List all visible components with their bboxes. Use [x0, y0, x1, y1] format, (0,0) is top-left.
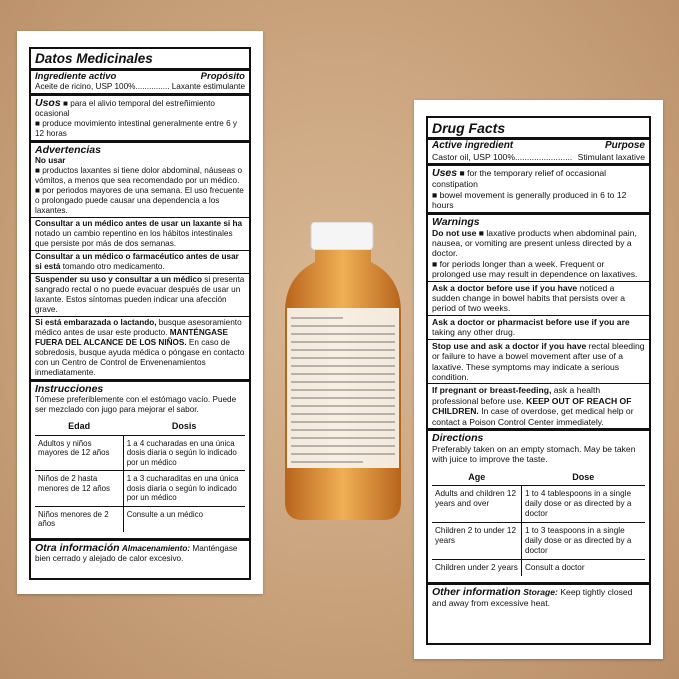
dose-column-header: Dose: [521, 469, 645, 486]
divider: [31, 538, 249, 541]
age-column-header: Age: [432, 469, 521, 486]
divider: [31, 217, 249, 218]
divider: [428, 428, 649, 431]
divider: [31, 273, 249, 274]
ingredient-value: Aceite de ricino, USP 100%: [35, 82, 136, 91]
ingredient-value: Castor oil, USP 100%: [432, 152, 515, 162]
dosage-table: [432, 469, 645, 576]
dosage-table: [35, 419, 245, 532]
other-information: Otra información Almacenamiento: Manténgase bien cerrado y alejado de calor excesivo.: [35, 541, 238, 563]
english-drug-facts-card: [414, 100, 663, 659]
divider: [428, 281, 649, 282]
divider: [428, 163, 649, 166]
bottle-cap: [311, 222, 373, 250]
directions-heading: Instrucciones: [35, 383, 104, 395]
divider: [428, 582, 649, 585]
uses-section: Uses ■ for the temporary relief of occasional constipation ■ bowel movement is generally produced in 6 to 12 hours: [432, 167, 627, 211]
purpose-heading: Propósito: [200, 71, 245, 82]
english-label-box: Drug Facts Active ingredient Purpose Castor oil, USP 100%........................ Stimulant laxative Uses ■ for the temporary relief of occasional constipation ■ bowel movement is generally produced in 6 to 12 hours Warnings Do not use ■ laxative products when abdominal pain, nausea, or vomiting are present unless directed by a doctor. ■ for periods longer than a week. Frequent or prolonged use may result in dependence on laxatives. Ask a doctor before use if you have noticed a sudden change in bowel habits that persists over a period of two weeks. Ask a doctor or pharmacist before use if you are taking any other drug. Stop use and ask a doctor if you have rectal bleeding or failure to have a bowel movement after use of a laxative. These symptoms may indicate a serious condition. If pregnant or breast-feeding, ask a health professional before use. KEEP OUT OF REACH OF CHILDREN. In case of overdose, get medical help or contact a Poison Control Center immediately. Directions Preferably taken on an empty stomach. May be taken with juice to improve the taste. Age Dose Adults and children 12 years and over 1 to 4 tablespoons in a single daily dose or as directed by a doctor Children 2 to under 12 years 1 to 3 teaspoons in a single daily dose or as directed by a doctor Children under 2 years Consult a doctor Other information Storage: Keep tightly closed and away from excessive heat.: [426, 116, 651, 645]
other-information: Other information Storage: Keep tightly closed and away from excessive heat.: [432, 585, 633, 608]
divider: [428, 383, 649, 384]
dose-column-header: Dosis: [123, 419, 245, 435]
divider: [31, 93, 249, 96]
ingredient-heading: Active ingredient: [432, 140, 514, 151]
divider: [428, 339, 649, 340]
divider: [31, 316, 249, 317]
warnings-heading: Advertencias: [35, 144, 101, 156]
english-title: Drug Facts: [428, 120, 649, 140]
ingredient-heading: Ingrediente activo: [35, 71, 117, 82]
table-row: Children under 2 years Consult a doctor: [432, 559, 645, 576]
divider: [31, 140, 249, 143]
table-row: Children 2 to under 12 years 1 to 3 teaspoons in a single daily dose or as directed by a doctor: [432, 522, 645, 559]
age-column-header: Edad: [35, 419, 123, 435]
purpose-heading: Purpose: [604, 140, 645, 151]
table-row: Niños menores de 2 años Consulte a un médico: [35, 506, 245, 532]
divider: [428, 315, 649, 316]
purpose-value: Stimulant laxative: [577, 152, 645, 162]
purpose-value: Laxante estimulante: [171, 82, 245, 91]
divider: [31, 250, 249, 251]
spanish-title: Datos Medicinales: [31, 51, 249, 71]
table-row: Niños de 2 hasta menores de 12 años 1 a 3 cucharaditas en una única dosis diaria o según lo indicado por un médico: [35, 471, 245, 507]
divider: [31, 379, 249, 382]
spanish-drug-facts-card: [17, 31, 263, 594]
bottle-label: [287, 308, 399, 468]
castor-oil-bottle: [283, 222, 403, 522]
uses-section: Usos ■ para el alivio temporal del estreñimiento ocasional ■ produce movimiento intestinal generalmente entre 6 y 12 horas: [35, 97, 238, 138]
divider: [428, 212, 649, 215]
table-row: Adultos y niños mayores de 12 años 1 a 4 cucharadas en una única dosis diaria o según lo indicado por un médico: [35, 435, 245, 471]
directions-heading: Directions: [432, 431, 484, 444]
warnings-heading: Warnings: [432, 215, 480, 228]
table-row: Adults and children 12 years and over 1 to 4 tablespoons in a single daily dose or as directed by a doctor: [432, 485, 645, 522]
spanish-label-box: Datos Medicinales Ingrediente activo Propósito Aceite de ricino, USP 100%............... Laxante estimulante Usos ■ para el alivio temporal del estreñimiento ocasional ■ produce movimiento intestinal generalmente entre 6 y 12 horas Advertencias No usar ■ productos laxantes si tiene dolor abdominal, náuseas o vómitos, a menos que sea recomendado por un médico. ■ por periodos mayores de una semana. El uso frecuente o prolongado puede causar una dependencia a los laxantes. Consultar a un médico antes de usar un laxante si ha notado un cambio repentino en los hábitos intestinales que persiste por más de dos semanas. Consultar a un médico o farmacéutico antes de usar si está tomando otro medicamento. Suspender su uso y consultar a un médico si presenta sangrado rectal o no puede evacuar después de usar un laxante. Estos síntomas pueden indicar una afección grave. Si está embarazada o lactando, busque asesoramiento médico antes de usar este producto. MANTÉNGASE FUERA DEL ALCANCE DE LOS NIÑOS. En caso de sobredosis, busque ayuda médica o póngase en contacto con un Centro de Control de Envenenamientos inmediatamente. Instrucciones Tómese preferiblemente con el estómago vacío. Puede ser mezclado con jugo para mejorar el sabor. Edad Dosis Adultos y niños mayores de 12 años 1 a 4 cucharadas en una única dosis diaria o según lo indicado por un médico Niños de 2 hasta menores de 12 años 1 a 3 cucharaditas en una única dosis diaria o según lo indicado por un médico Niños menores de 2 años Consulte a un médico Otra información Almacenamiento: Manténgase bien cerrado y alejado de calor excesivo.: [29, 47, 251, 580]
